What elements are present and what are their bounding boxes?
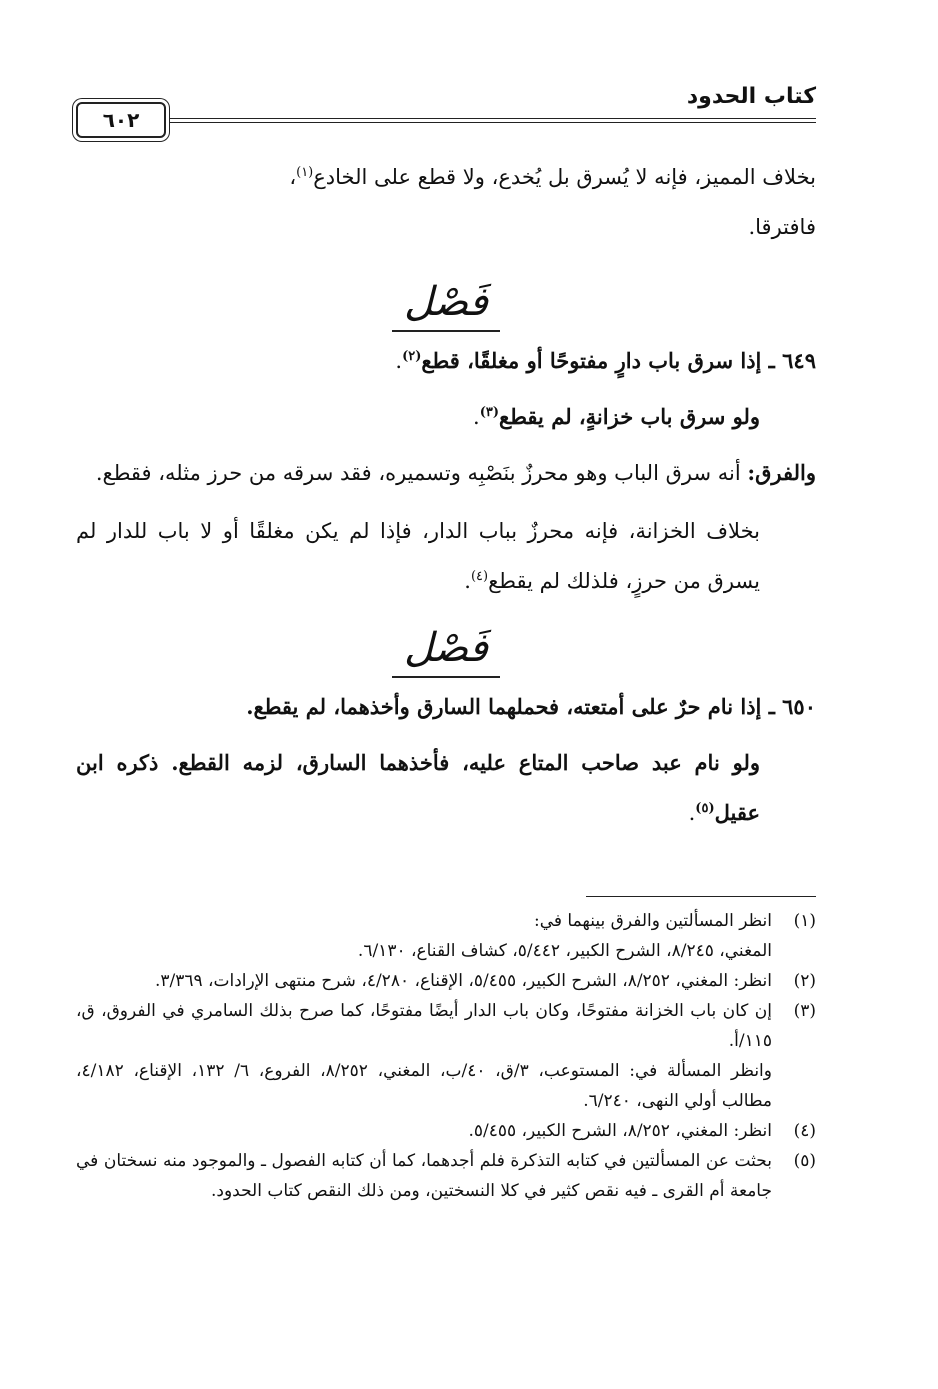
- difference-paragraph-2: [76, 506, 816, 606]
- punctuation: .: [688, 801, 696, 825]
- running-title: كتاب الحدود: [686, 84, 816, 109]
- paragraph-1-line-2: فافترقا.: [748, 215, 816, 239]
- footnote-item: [76, 906, 816, 936]
- section-heading-text: فَصْل: [392, 274, 500, 332]
- footnote-text: انظر: المغني، ٨/٢٥٢، الشرح الكبير، ٥/٤٥٥.: [468, 1121, 772, 1141]
- rule-650-text: ٦٥٠ ـ إذا نام حرٌ على أمتعته، فحملهما السارق وأخذهما، لم يقطع.: [246, 694, 816, 719]
- footnote-text: انظر المسألتين والفرق بينهما في:: [534, 911, 772, 931]
- footnote-item: [76, 966, 816, 996]
- footnote-ref-3[interactable]: (٣): [479, 405, 500, 420]
- difference-2-text: بخلاف الخزانة، فإنه محرزٌ بباب الدار، فإذا لم يكن مغلقًا أو لا باب للدار لم يسرق من حرزٍ، فلذلك لم يقطع: [76, 519, 760, 593]
- section-heading-text: فَصْل: [392, 620, 500, 678]
- punctuation: .: [473, 405, 480, 429]
- rule-650-variant: [76, 738, 816, 838]
- punctuation: .: [464, 569, 471, 593]
- footnote-text: المغني، ٨/٢٤٥، الشرح الكبير، ٥/٤٤٢، كشاف القناع، ٦/١٣٠.: [357, 941, 772, 961]
- rule-649-variant: [76, 392, 816, 442]
- footnote-number: (٤): [793, 1121, 816, 1141]
- page-number: ٦٠٢: [102, 108, 140, 132]
- punctuation: ،: [289, 165, 297, 189]
- rule-650-variant-text: ولو نام عبد صاحب المتاع عليه، فأخذهما السارق، لزمه القطع. ذكره ابن عقيل: [76, 750, 760, 825]
- footnote-item: [76, 1116, 816, 1146]
- footnote-text: بحثت عن المسألتين في كتابه التذكرة فلم أجدهما، كما أن كتابه الفصول ـ والموجود منه نسختان في جامعة أم القرى ـ فيه نقص كثير في كلا النسختين، ومن ذلك النقص كتاب الحدود.: [76, 1151, 772, 1201]
- footnote-text: إن كان باب الخزانة مفتوحًا، وكان باب الدار أيضًا مفتوحًا، كما صرح بذلك السامري في الفروق، ق، ١١٥/أ.: [76, 1001, 772, 1051]
- footnote-separator: [586, 896, 816, 897]
- footnote-number: [772, 1056, 816, 1116]
- rule-649-variant-text: ولو سرق باب خزانةٍ، لم يقطع: [499, 404, 760, 429]
- footnotes: [76, 906, 816, 1206]
- difference-label: والفرق:: [747, 460, 816, 485]
- page-number-frame: [76, 102, 166, 138]
- footnote-number: (١): [793, 911, 816, 931]
- footnote-number: (٣): [793, 1001, 816, 1021]
- footnote-ref-2[interactable]: (٢): [402, 349, 422, 364]
- paragraph-1: [76, 152, 816, 252]
- rule-650: [76, 682, 816, 732]
- footnote-number: (٢): [793, 971, 816, 991]
- section-heading-2: [76, 620, 816, 678]
- paragraph-1-line-1: بخلاف المميز، فإنه لا يُسرق بل يُخدع، ولا قطع على الخادع: [313, 165, 816, 189]
- main-text: [76, 152, 816, 838]
- rule-649-text: ٦٤٩ ـ إذا سرق باب دارٍ مفتوحًا أو مغلقًا، قطع: [421, 348, 816, 373]
- footnote-text: وانظر المسألة في: المستوعب، ٣/ق، ٤٠/ب، المغني، ٨/٢٥٢، الفروع، ٦/ ١٣٢، الإقناع، ٤/١٨٢، مطالب أولي النهى، ٦/٢٤٠.: [76, 1061, 772, 1111]
- difference-text: أنه سرق الباب وهو محرزٌ بنَصْبِه وتسميره، فقد سرقه من حرز مثله، فقطع.: [95, 461, 741, 485]
- footnote-ref-4[interactable]: (٤): [470, 569, 489, 584]
- rule-649: [76, 336, 816, 386]
- footnote-number: [772, 936, 816, 966]
- page-header: [76, 80, 816, 140]
- footnote-text: انظر: المغني، ٨/٢٥٢، الشرح الكبير، ٥/٤٥٥، الإقناع، ٤/٢٨٠، شرح منتهى الإرادات، ٣/٣٦٩.: [154, 971, 772, 991]
- footnote-ref-5[interactable]: (٥): [695, 801, 715, 816]
- footnote-ref-1[interactable]: (١): [296, 165, 314, 180]
- footnote-item: [76, 996, 816, 1056]
- punctuation: .: [395, 349, 403, 373]
- header-double-rule: [76, 118, 816, 123]
- footnote-item: [76, 936, 816, 966]
- difference-paragraph: [76, 448, 816, 498]
- footnote-item: [76, 1146, 816, 1206]
- section-heading-1: [76, 274, 816, 332]
- footnote-number: (٥): [793, 1151, 816, 1171]
- footnote-item: [76, 1056, 816, 1116]
